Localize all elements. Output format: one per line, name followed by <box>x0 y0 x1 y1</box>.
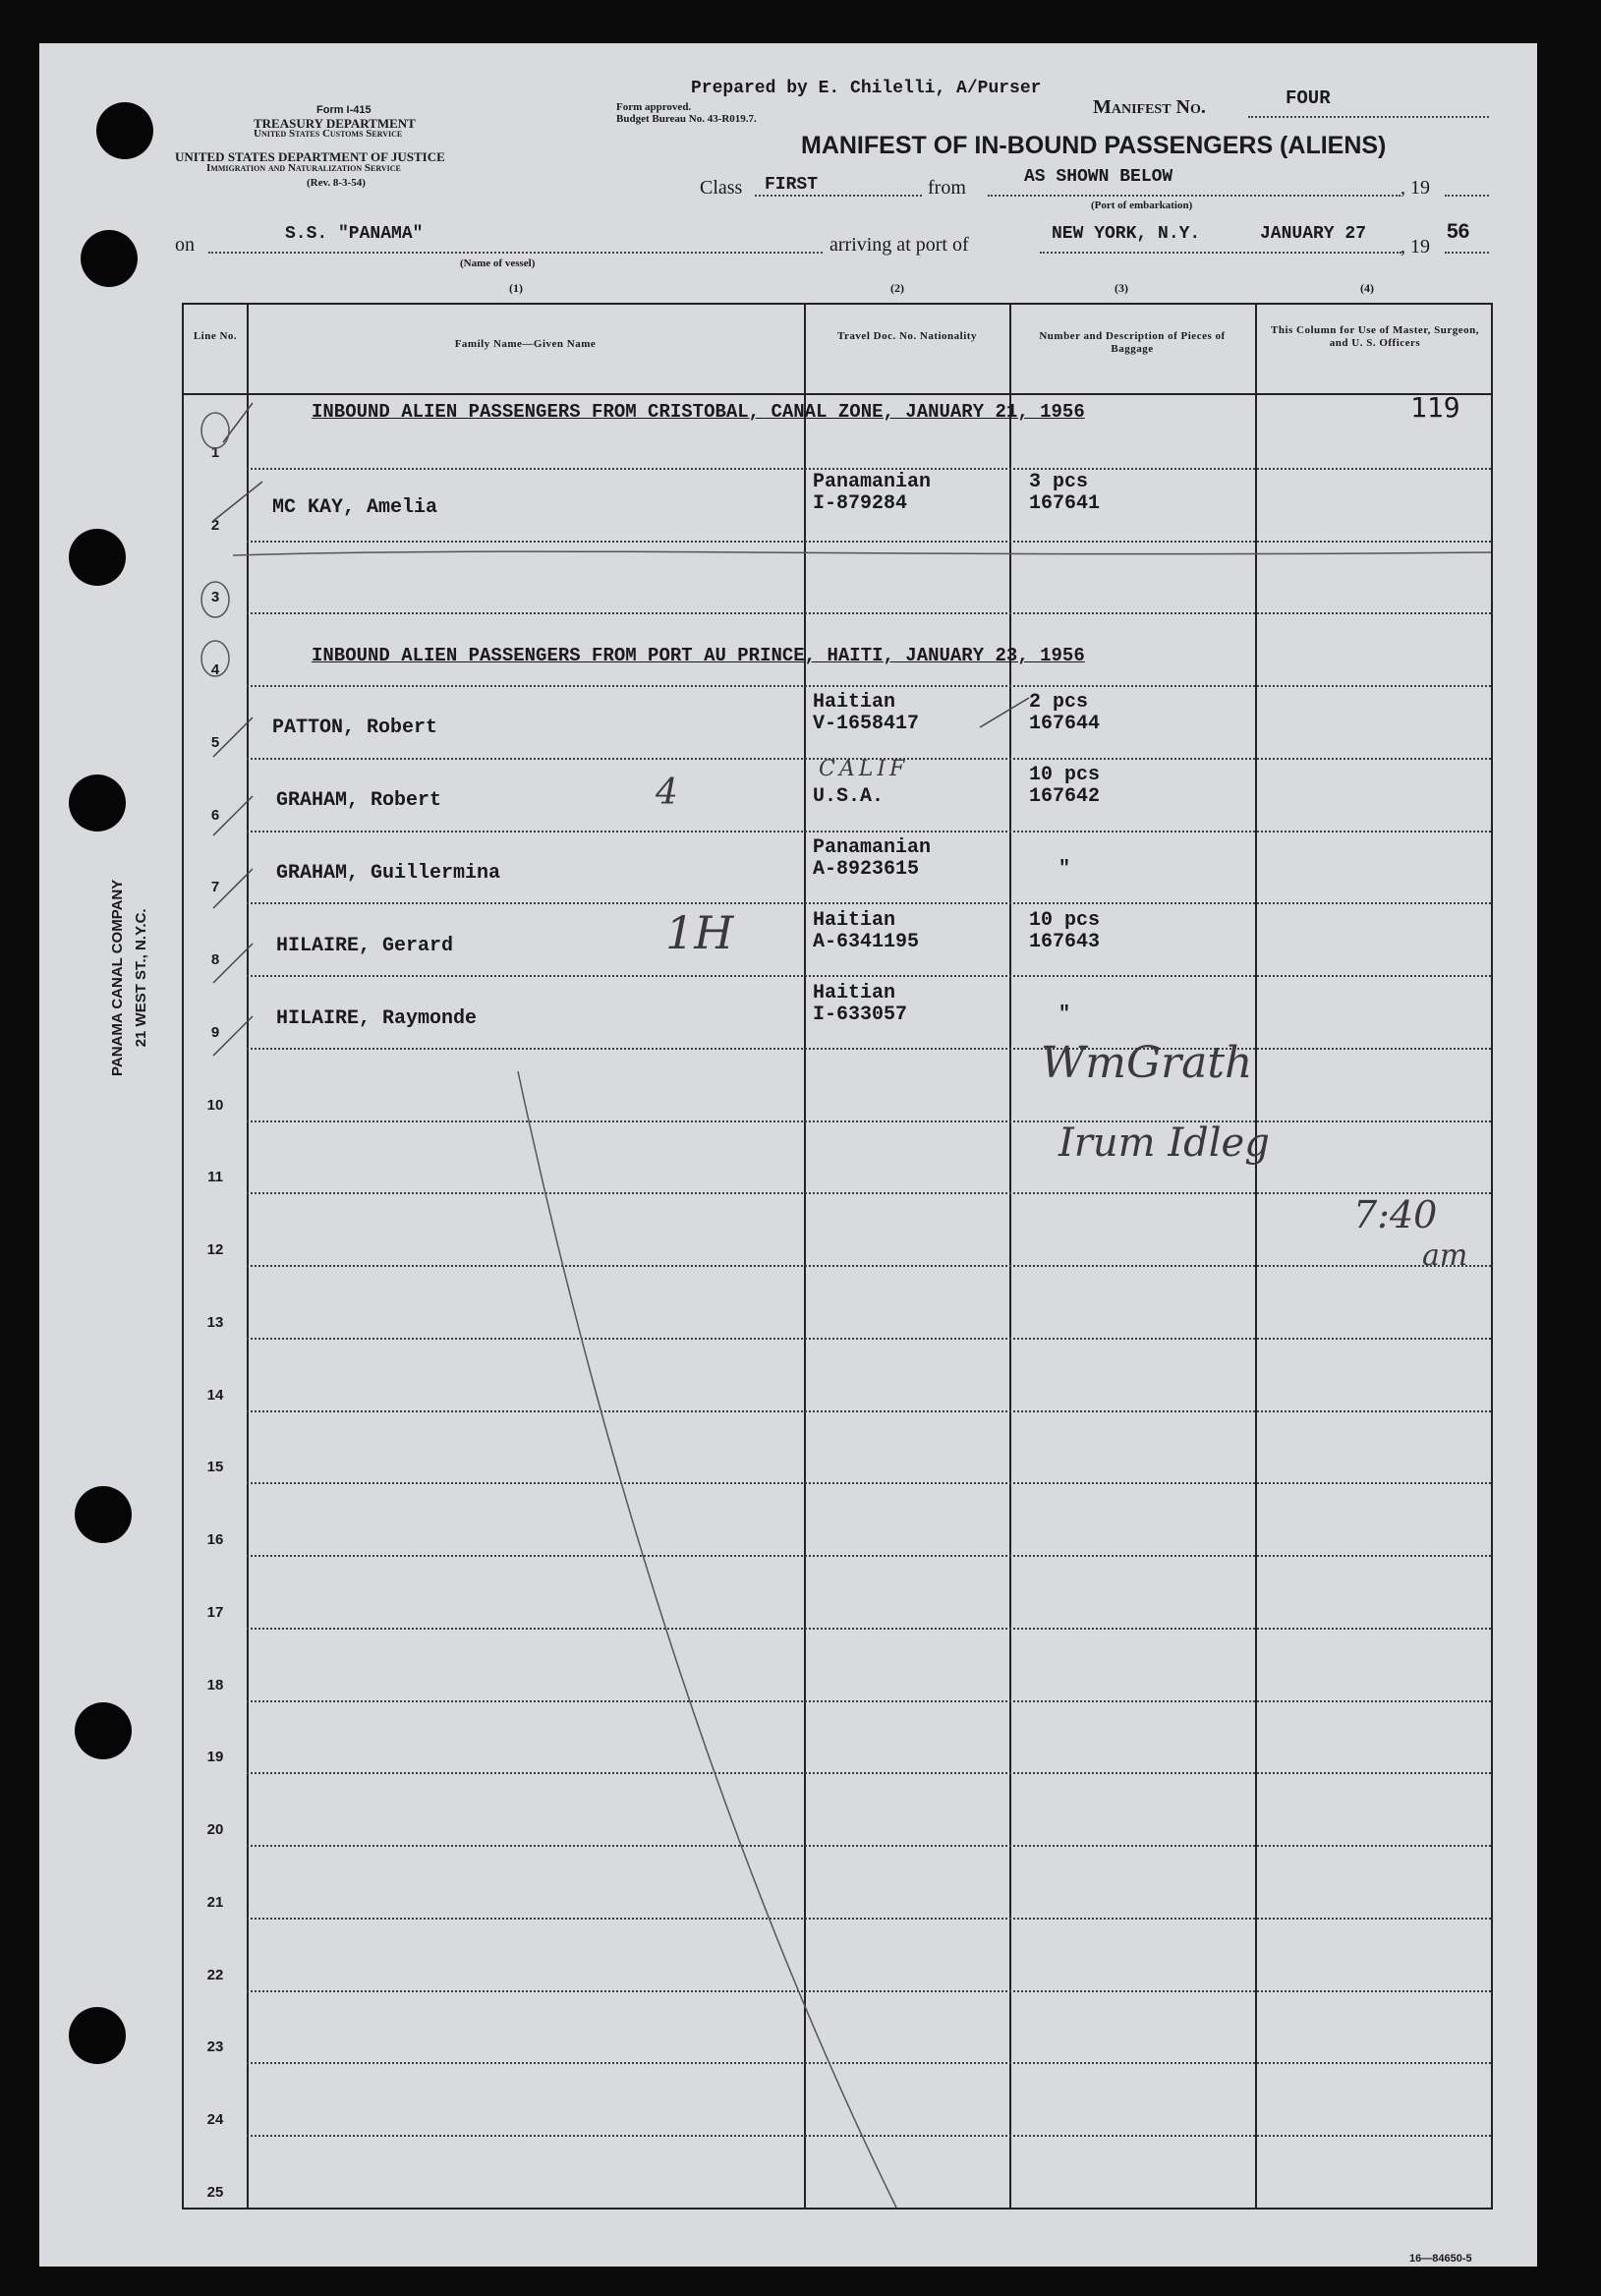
row-number: 25 <box>206 2184 224 2201</box>
passenger-doc: A-8923615 <box>813 858 920 881</box>
row-number: 21 <box>206 1893 224 1911</box>
arriving-label: arriving at port of <box>829 234 969 256</box>
row-separator <box>247 1120 1491 1122</box>
handwritten-1h: 1H <box>665 906 734 959</box>
row-separator <box>247 1410 1491 1412</box>
row-number: 24 <box>206 2111 224 2129</box>
section-heading: INBOUND ALIEN PASSENGERS FROM CRISTOBAL, CANAL ZONE, JANUARY 21, 1956 <box>312 401 1085 423</box>
baggage-number: 167643 <box>1029 931 1101 953</box>
side-stamp <box>106 880 153 1076</box>
budget-bureau: Budget Bureau No. 43-R019.7. <box>616 113 757 125</box>
col-num-4: (4) <box>1360 281 1374 295</box>
row-number: 20 <box>206 1821 224 1839</box>
officer-count: 119 <box>1410 391 1460 424</box>
row-number: 18 <box>206 1676 224 1693</box>
passenger-nationality: Haitian <box>813 691 896 714</box>
row-separator <box>247 902 1491 904</box>
row-number: 9 <box>210 1023 220 1041</box>
side-stamp-line1: PANAMA CANAL COMPANY <box>109 879 126 1076</box>
punch-hole <box>69 775 126 832</box>
baggage-count: " <box>1058 858 1071 881</box>
passenger-doc: V-1658417 <box>813 713 920 735</box>
row-separator <box>247 975 1491 977</box>
row-separator <box>247 1845 1491 1847</box>
row-separator <box>247 1338 1491 1340</box>
row-number: 8 <box>210 951 220 969</box>
passenger-doc: I-633057 <box>813 1004 908 1026</box>
row-separator <box>247 1918 1491 1920</box>
row-separator <box>247 541 1491 543</box>
punch-hole <box>75 1486 132 1543</box>
col-num-1: (1) <box>509 281 523 295</box>
footer-code: 16—84650-5 <box>1409 2253 1472 2265</box>
row-separator <box>247 1772 1491 1774</box>
year-value: 56 <box>1447 220 1470 243</box>
header-officers: This Column for Use of Master, Surgeon, and U. S. Officers <box>1270 324 1479 349</box>
year-prefix-1: , 19 <box>1401 177 1430 199</box>
row-separator <box>247 1265 1491 1267</box>
baggage-count: 10 pcs <box>1029 764 1101 786</box>
header-line-no: Line No. <box>193 330 238 342</box>
passenger-nationality: Haitian <box>813 982 896 1004</box>
revision: (Rev. 8-3-54) <box>307 177 366 189</box>
row-separator <box>247 1048 1491 1050</box>
row-separator <box>247 831 1491 832</box>
row-number: 2 <box>210 516 220 534</box>
punch-hole <box>96 102 153 159</box>
arrival-date-value: JANUARY 27 <box>1260 224 1367 244</box>
punch-hole <box>69 2007 126 2064</box>
row-number: 6 <box>210 806 220 824</box>
vessel-caption: (Name of vessel) <box>460 258 536 269</box>
passenger-doc: I-879284 <box>813 492 908 515</box>
from-label: from <box>928 177 966 199</box>
prepared-by: Prepared by E. Chilelli, A/Purser <box>691 79 1042 98</box>
row-number: 13 <box>206 1313 224 1331</box>
row-number: 23 <box>206 2038 224 2056</box>
section-heading: INBOUND ALIEN PASSENGERS FROM PORT AU PRINCE, HAITI, JANUARY 23, 1956 <box>312 645 1085 666</box>
row-separator <box>247 1990 1491 1992</box>
passenger-name: PATTON, Robert <box>272 717 438 739</box>
pen-strokes <box>184 305 1491 2208</box>
header-name: Family Name—Given Name <box>454 338 597 350</box>
side-stamp-line2: 21 WEST ST., N.Y.C. <box>133 908 149 1048</box>
baggage-count: 3 pcs <box>1029 471 1089 493</box>
row-number: 15 <box>206 1459 224 1476</box>
handwritten-bracket-note: 4 <box>656 773 678 813</box>
baggage-count: " <box>1058 1004 1071 1026</box>
manifest-title: MANIFEST OF IN-BOUND PASSENGERS (ALIENS) <box>801 132 1387 159</box>
signature: Irum Idleg <box>1058 1120 1270 1166</box>
row-number: 14 <box>206 1386 224 1404</box>
row-number: 19 <box>206 1749 224 1766</box>
ins: Immigration and Naturalization Service <box>206 162 401 174</box>
passenger-nationality: Panamanian <box>813 471 932 493</box>
passenger-doc: U.S.A. <box>813 785 885 808</box>
baggage-count: 2 pcs <box>1029 691 1089 714</box>
passenger-nationality: Haitian <box>813 909 896 932</box>
form-number: Form I-415 <box>316 104 372 116</box>
passenger-name: HILAIRE, Gerard <box>276 935 454 957</box>
handwritten-time: 7:40 <box>1353 1193 1438 1236</box>
passenger-name: GRAHAM, Robert <box>276 789 442 812</box>
customs-service: United States Customs Service <box>254 128 403 140</box>
row-number: 12 <box>206 1241 224 1259</box>
baggage-number: 167642 <box>1029 785 1101 808</box>
row-number: 3 <box>210 589 220 606</box>
treasury-department: TREASURY DEPARTMENT <box>254 116 416 131</box>
row-number: 5 <box>210 733 220 751</box>
baggage-number: 167641 <box>1029 492 1101 515</box>
row-number: 7 <box>210 879 220 896</box>
header-travel-doc: Travel Doc. No. Nationality <box>837 330 977 342</box>
row-separator <box>247 2135 1491 2137</box>
header-baggage: Number and Description of Pieces of Baggage <box>1039 330 1226 355</box>
row-number: 22 <box>206 1966 224 1983</box>
handwritten-am: am <box>1422 1238 1468 1273</box>
punch-hole <box>81 230 138 287</box>
on-label: on <box>175 234 195 256</box>
row-separator <box>247 2062 1491 2064</box>
row-separator <box>247 1192 1491 1194</box>
vessel-value: S.S. "PANAMA" <box>285 224 424 244</box>
doj: UNITED STATES DEPARTMENT OF JUSTICE <box>175 149 445 164</box>
manifest-no-value: FOUR <box>1286 87 1331 109</box>
row-separator <box>247 468 1491 470</box>
class-value: FIRST <box>765 175 819 195</box>
passenger-nationality: Panamanian <box>813 836 932 859</box>
col-num-3: (3) <box>1115 281 1128 295</box>
row-number: 17 <box>206 1603 224 1621</box>
passenger-name: HILAIRE, Raymonde <box>276 1007 478 1030</box>
port-of-embarkation-caption: (Port of embarkation) <box>1091 200 1193 211</box>
row-number: 11 <box>207 1169 223 1186</box>
passenger-name: MC KAY, Amelia <box>272 496 438 519</box>
manifest-table <box>182 303 1493 2210</box>
col-num-2: (2) <box>890 281 904 295</box>
punch-hole <box>69 529 126 586</box>
baggage-count: 10 pcs <box>1029 909 1101 932</box>
class-label: Class <box>700 177 743 199</box>
row-number: 4 <box>210 661 220 679</box>
from-value: AS SHOWN BELOW <box>1024 167 1173 187</box>
passenger-nationality: CALIF <box>819 757 909 781</box>
baggage-number: 167644 <box>1029 713 1101 735</box>
arrival-port-value: NEW YORK, N.Y. <box>1052 224 1201 244</box>
row-separator <box>247 685 1491 687</box>
signature: WmGrath <box>1041 1038 1253 1088</box>
row-separator <box>247 1700 1491 1702</box>
row-number: 1 <box>210 443 220 461</box>
passenger-doc: A-6341195 <box>813 931 920 953</box>
row-separator <box>247 1482 1491 1484</box>
row-separator <box>247 1628 1491 1630</box>
row-separator <box>247 1555 1491 1557</box>
row-number: 16 <box>206 1531 224 1549</box>
row-number: 10 <box>206 1096 224 1114</box>
form-approved: Form approved. <box>616 101 692 113</box>
manifest-no-label: Manifest No. <box>1093 96 1206 118</box>
punch-hole <box>75 1702 132 1759</box>
row-separator <box>247 612 1491 614</box>
year-prefix-2: , 19 <box>1401 236 1430 258</box>
passenger-name: GRAHAM, Guillermina <box>276 862 501 885</box>
